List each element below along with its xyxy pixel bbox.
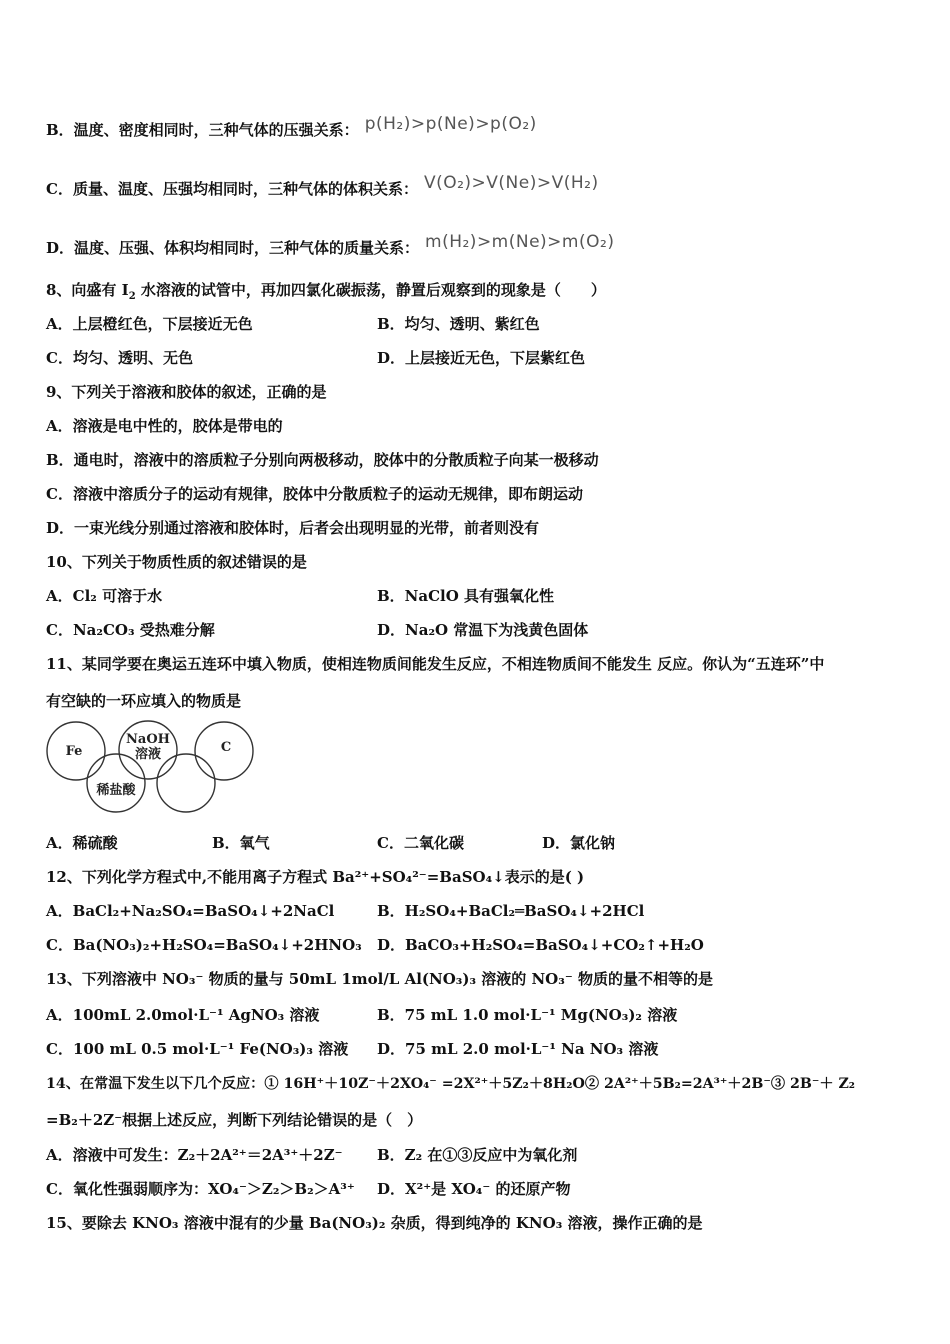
q8-stem-part1: 8、向盛有 I xyxy=(46,281,129,299)
q8-stem-sub: 2 xyxy=(128,291,136,302)
q12-option-d: D．BaCO₃+H₂SO₄=BaSO₄↓+CO₂↑+H₂O xyxy=(377,936,704,954)
q12-option-a: A．BaCl₂+Na₂SO₄=BaSO₄↓+2NaCl xyxy=(46,902,335,920)
q7-option-d-formula: m(H₂)>m(Ne)>m(O₂) xyxy=(425,232,615,252)
q10-stem: 10、下列关于物质性质的叙述错误的是 xyxy=(46,553,307,571)
q9-option-b: B．通电时，溶液中的溶质粒子分别向两极移动，胶体中的分散质粒子向某一极移动 xyxy=(46,451,599,469)
q14-option-b: B．Z₂ 在①③反应中为氧化剂 xyxy=(377,1146,578,1164)
q11-stem-line2: 有空缺的一环应填入的物质是 xyxy=(46,692,242,710)
q13-option-b: B．75 mL 1.0 mol·L⁻¹ Mg(NO₃)₂ 溶液 xyxy=(377,1006,678,1024)
q7-option-b-text: B．温度、密度相同时，三种气体的压强关系： xyxy=(46,121,359,139)
ring-naoh-label-2: 溶液 xyxy=(134,747,162,762)
q9-stem: 9、下列关于溶液和胶体的叙述，正确的是 xyxy=(46,383,327,401)
q11-option-b: B．氧气 xyxy=(212,834,270,852)
q8-stem xyxy=(46,280,606,300)
q10-option-c: C．Na₂CO₃ 受热难分解 xyxy=(46,621,215,639)
q9-option-a: A．溶液是电中性的，胶体是带电的 xyxy=(46,417,283,435)
q13-option-a: A．100mL 2.0mol·L⁻¹ AgNO₃ 溶液 xyxy=(46,1006,320,1024)
q10-option-d: D．Na₂O 常温下为浅黄色固体 xyxy=(377,621,589,639)
q11-option-a: A．稀硫酸 xyxy=(46,834,118,852)
q14-stem-line1: 14、在常温下发生以下几个反应：① 16H⁺＋10Z⁻＋2XO₄⁻ =2X²⁺＋5Z₂＋8H₂O② 2A²⁺＋5B₂=2A³⁺＋2B⁻③ 2B⁻＋ Z₂ xyxy=(46,1076,856,1092)
q11-option-c: C．二氧化碳 xyxy=(377,834,464,852)
q14-stem-line2: =B₂＋2Z⁻根据上述反应，判断下列结论错误的是（ ） xyxy=(46,1111,423,1129)
q13-option-d: D．75 mL 2.0 mol·L⁻¹ Na NO₃ 溶液 xyxy=(377,1040,659,1058)
q8-option-c: C．均匀、透明、无色 xyxy=(46,349,193,367)
q12-option-c: C．Ba(NO₃)₂+H₂SO₄=BaSO₄↓+2HNO₃ xyxy=(46,936,362,954)
ring-empty xyxy=(157,754,215,812)
q15-stem: 15、要除去 KNO₃ 溶液中混有的少量 Ba(NO₃)₂ 杂质，得到纯净的 KNO₃ 溶液，操作正确的是 xyxy=(46,1214,703,1232)
ring-fe-label: Fe xyxy=(65,744,83,759)
ring-naoh-label-1: NaOH xyxy=(126,732,170,747)
q12-option-b: B．H₂SO₄+BaCl₂═BaSO₄↓+2HCl xyxy=(377,902,645,920)
q7-option-b-formula: p(H₂)>p(Ne)>p(O₂) xyxy=(364,114,537,134)
ring-hcl-label: 稀盐酸 xyxy=(96,783,136,798)
q11-option-d: D．氯化钠 xyxy=(542,834,616,852)
q9-option-c: C．溶液中溶质分子的运动有规律，胶体中分散质粒子的运动无规律，即布朗运动 xyxy=(46,485,583,503)
ring-c-label: C xyxy=(220,740,232,755)
q14-option-a: A．溶液中可发生：Z₂＋2A²⁺＝2A³⁺＋2Z⁻ xyxy=(46,1146,343,1164)
q13-stem: 13、下列溶液中 NO₃⁻ 物质的量与 50mL 1mol/L Al(NO₃)₃ 溶液的 NO₃⁻ 物质的量不相等的是 xyxy=(46,970,713,988)
q14-option-d: D．X²⁺是 XO₄⁻ 的还原产物 xyxy=(377,1180,571,1198)
q7-option-c xyxy=(46,173,599,199)
olympic-rings-figure xyxy=(44,718,258,818)
q12-stem: 12、下列化学方程式中,不能用离子方程式 Ba²⁺+SO₄²⁻=BaSO₄↓表示的是( ) xyxy=(46,868,585,886)
q14-option-c: C．氧化性强弱顺序为：XO₄⁻＞Z₂＞B₂＞A³⁺ xyxy=(46,1180,355,1198)
q7-option-b xyxy=(46,114,537,140)
q8-option-a: A．上层橙红色，下层接近无色 xyxy=(46,315,253,333)
q11-stem-line1: 11、某同学要在奥运五连环中填入物质，使相连物质间能发生反应，不相连物质间不能发生 反应。你认为“五连环”中 xyxy=(46,655,825,673)
q13-option-c: C．100 mL 0.5 mol·L⁻¹ Fe(NO₃)₃ 溶液 xyxy=(46,1040,349,1058)
q7-option-c-text: C．质量、温度、压强均相同时，三种气体的体积关系： xyxy=(46,180,418,198)
q10-option-b: B．NaClO 具有强氧化性 xyxy=(377,587,555,605)
q7-option-d-text: D．温度、压强、体积均相同时，三种气体的质量关系： xyxy=(46,239,420,257)
q10-option-a: A．Cl₂ 可溶于水 xyxy=(46,587,163,605)
q7-option-d xyxy=(46,232,614,258)
q8-option-d: D．上层接近无色，下层紫红色 xyxy=(377,349,586,367)
q8-stem-part2: 水溶液的试管中，再加四氯化碳振荡，静置后观察到的现象是（ ） xyxy=(135,281,606,299)
q8-option-b: B．均匀、透明、紫红色 xyxy=(377,315,540,333)
q9-option-d: D．一束光线分别通过溶液和胶体时，后者会出现明显的光带，前者则没有 xyxy=(46,519,540,537)
q7-option-c-formula: V(O₂)>V(Ne)>V(H₂) xyxy=(423,173,599,193)
